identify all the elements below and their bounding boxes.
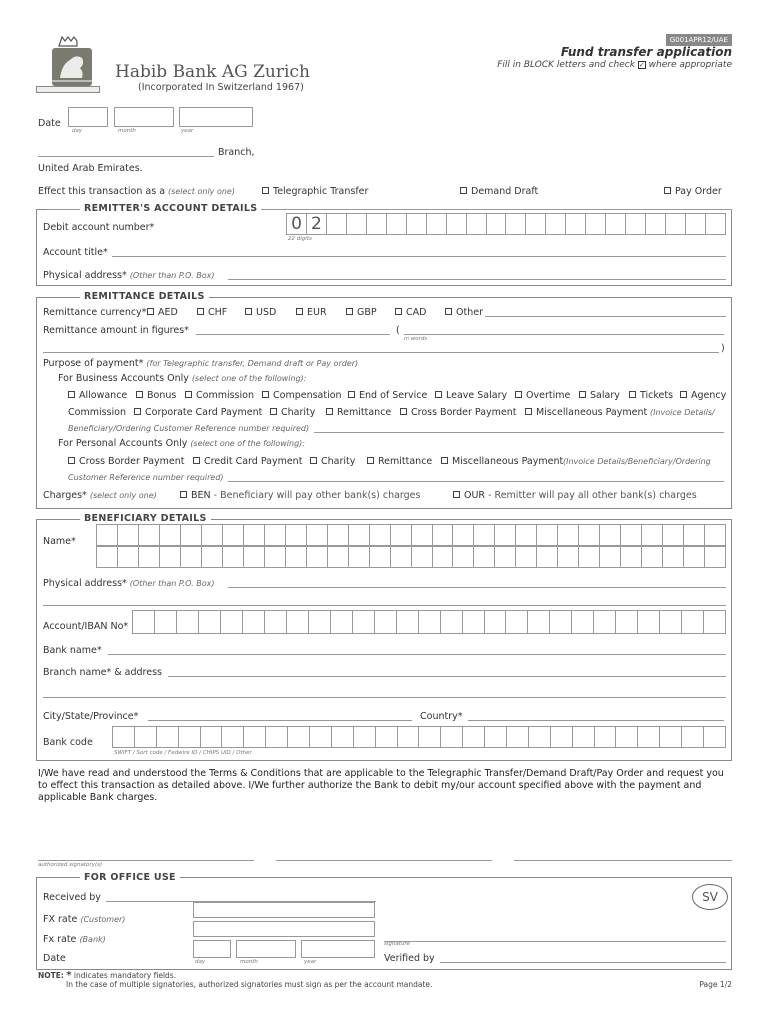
office-date-day[interactable] — [193, 940, 231, 958]
purpose-reference-hint: Beneficiary/Ordering Customer Reference number required) — [68, 424, 310, 433]
date-year-hint: year — [181, 128, 194, 134]
signature-line-2[interactable] — [276, 860, 492, 861]
digit-cell[interactable] — [545, 213, 565, 235]
checkbox-icon[interactable] — [441, 457, 448, 464]
checkbox-icon[interactable] — [296, 308, 303, 315]
date-month-hint: month — [118, 128, 136, 134]
business-accounts-label: For Business Accounts Only (select one of the following): — [58, 373, 307, 384]
beneficiary-address-input-2[interactable] — [43, 605, 726, 606]
amount-close-paren: ) — [721, 343, 725, 354]
office-year-hint: year — [304, 959, 317, 965]
amount-figures-input[interactable] — [196, 334, 390, 335]
personal-miscellaneous[interactable]: Miscellaneous Payment — [441, 456, 563, 467]
digit-cell[interactable] — [605, 213, 625, 235]
digit-cell[interactable] — [565, 213, 585, 235]
city-label: City/State/Province* — [43, 711, 139, 722]
checkbox-icon[interactable] — [460, 187, 467, 194]
purpose-cross-border[interactable]: Cross Border Payment — [400, 407, 517, 418]
in-words-hint: in words — [404, 336, 428, 342]
office-signature-hint: signature — [384, 941, 411, 947]
city-input[interactable] — [148, 720, 412, 721]
country-label: Country* — [420, 711, 463, 722]
digit-cell[interactable]: 2 — [306, 213, 326, 235]
account-title-input[interactable] — [112, 256, 726, 257]
digit-cell[interactable] — [326, 213, 346, 235]
purpose-agency[interactable]: Agency — [680, 390, 726, 401]
office-day-hint: day — [195, 959, 206, 965]
digit-cell[interactable] — [366, 213, 386, 235]
received-by-label: Received by — [43, 892, 101, 903]
purpose-agency-commission-cont: Commission — [68, 407, 126, 418]
office-date-label: Date — [43, 953, 66, 964]
fx-bank-label: Fx rate (Bank) — [43, 934, 106, 945]
signature-line-1[interactable] — [38, 860, 254, 861]
verified-by-input[interactable] — [440, 962, 726, 963]
bank-name-input[interactable] — [108, 654, 726, 655]
checkbox-icon[interactable] — [400, 408, 407, 415]
digit-cell[interactable]: 0 — [286, 213, 306, 235]
checkbox-icon[interactable] — [629, 391, 636, 398]
amount-label: Remittance amount in figures* — [43, 325, 189, 336]
branch-address-label: Branch name* & address — [43, 667, 162, 678]
digit-cell[interactable] — [705, 213, 726, 235]
incorporated-note: (Incorporated In Switzerland 1967) — [138, 82, 304, 93]
page-number: Page 1/2 — [699, 980, 732, 989]
personal-credit-card[interactable]: Credit Card Payment — [193, 456, 302, 467]
office-signature-input[interactable] — [384, 941, 726, 942]
account-title-label: Account title* — [43, 247, 108, 258]
purpose-reference-input[interactable] — [314, 432, 724, 433]
remittance-section-title: REMITTANCE DETAILS — [80, 291, 209, 302]
office-month-hint: month — [240, 959, 258, 965]
checkbox-icon[interactable] — [680, 391, 687, 398]
checkbox-icon[interactable] — [193, 457, 200, 464]
form-title: Fund transfer application — [560, 45, 732, 59]
purpose-commission[interactable]: Commission — [185, 390, 254, 401]
branch-address-input-2[interactable] — [43, 697, 726, 698]
sv-stamp: SV — [692, 884, 728, 910]
checkbox-icon[interactable] — [262, 391, 269, 398]
checkbox-icon[interactable] — [664, 187, 671, 194]
beneficiary-name-label: Name* — [43, 536, 76, 547]
date-month-box[interactable] — [114, 107, 174, 127]
beneficiary-section-title: BENEFICIARY DETAILS — [80, 513, 211, 524]
fx-customer-label: FX rate (Customer) — [43, 914, 126, 925]
purpose-leave-salary[interactable]: Leave Salary — [435, 390, 507, 401]
beneficiary-name-grid-row-2[interactable] — [96, 546, 726, 568]
purpose-overtime[interactable]: Overtime — [515, 390, 570, 401]
date-day-hint: day — [72, 128, 83, 134]
checkbox-icon[interactable] — [262, 187, 269, 194]
purpose-compensation[interactable]: Compensation — [262, 390, 342, 401]
currency-other-input[interactable] — [485, 316, 726, 317]
checkbox-icon[interactable] — [68, 391, 75, 398]
option-telegraphic-transfer[interactable]: Telegraphic Transfer — [262, 186, 368, 197]
bank-code-hint: SWIFT / Sort code / Fedwire ID / CHIPS UID / Other — [114, 750, 252, 756]
purpose-allowance[interactable]: Allowance — [68, 390, 127, 401]
checkbox-icon[interactable] — [310, 457, 317, 464]
bank-code-label: Bank code — [43, 737, 93, 748]
digit-cell[interactable] — [346, 213, 366, 235]
checkbox-icon[interactable] — [445, 308, 452, 315]
remitter-address-input[interactable] — [228, 279, 726, 280]
declaration-text: I/We have read and understood the Terms & Conditions that are applicable to the Telegraphic Transfer/Demand Draft/Pay Order and request you to effect this transaction as detailed above. I/We further authorize the Bank to debit my/our account specified above with the payment and applicable Bank charges. — [38, 768, 724, 803]
digit-cell[interactable] — [466, 213, 486, 235]
amount-words-input[interactable] — [404, 334, 724, 335]
personal-cross-border[interactable]: Cross Border Payment — [68, 456, 185, 467]
purpose-charity[interactable]: Charity — [270, 407, 315, 418]
office-date-year[interactable] — [301, 940, 375, 958]
fx-bank-input[interactable] — [193, 921, 375, 937]
debit-account-label: Debit account number* — [43, 222, 155, 233]
checkbox-icon[interactable] — [346, 308, 353, 315]
purpose-end-of-service[interactable]: End of Service — [348, 390, 427, 401]
purpose-label: Purpose of payment* (for Telegraphic transfer, Demand draft or Pay order) — [43, 358, 359, 369]
bank-name: Habib Bank AG Zurich — [115, 62, 310, 82]
digit-cell[interactable] — [685, 213, 705, 235]
office-date-month[interactable] — [236, 940, 296, 958]
bank-code-grid[interactable] — [112, 726, 726, 748]
digit-cell[interactable] — [426, 213, 446, 235]
checkbox-icon[interactable] — [579, 391, 586, 398]
signature-label: authorized signatory(s) — [38, 862, 103, 868]
currency-label: Remittance currency* — [43, 307, 147, 318]
beneficiary-name-grid-row-1[interactable] — [96, 524, 726, 546]
purpose-corporate-card[interactable]: Corporate Card Payment — [134, 407, 262, 418]
country-input[interactable] — [468, 720, 724, 721]
form-code: G001APR12/UAE — [666, 34, 732, 46]
remitter-section-title: REMITTER'S ACCOUNT DETAILS — [80, 203, 261, 214]
purpose-invoice-hint: (Invoice Details/ — [650, 408, 715, 417]
personal-remittance[interactable]: Remittance — [367, 456, 432, 467]
note-line-1: NOTE: * indicates mandatory fields. — [38, 970, 177, 981]
personal-reference-hint: Customer Reference number required) — [68, 473, 224, 482]
purpose-tickets[interactable]: Tickets — [629, 390, 673, 401]
checkbox-icon[interactable] — [245, 308, 252, 315]
date-label: Date — [38, 118, 61, 129]
logo-banner — [36, 86, 100, 93]
checkbox-icon[interactable] — [180, 491, 187, 498]
remitter-address-label: Physical address* (Other than P.O. Box) — [43, 270, 215, 281]
option-demand-draft[interactable]: Demand Draft — [460, 186, 538, 197]
checkbox-icon[interactable] — [395, 308, 402, 315]
digit-cell[interactable] — [446, 213, 466, 235]
digit-cell[interactable] — [386, 213, 406, 235]
purpose-salary[interactable]: Salary — [579, 390, 620, 401]
charges-our[interactable]: OUR - Remitter will pay all other bank(s) charges — [453, 490, 697, 501]
digit-cell[interactable] — [625, 213, 645, 235]
beneficiary-address-label: Physical address* (Other than P.O. Box) — [43, 578, 215, 589]
beneficiary-address-input[interactable] — [228, 587, 726, 588]
bank-name-label: Bank name* — [43, 645, 102, 656]
form-subtitle: Fill in BLOCK letters and check ✓ where appropriate — [497, 60, 732, 70]
personal-reference-input[interactable] — [228, 481, 724, 482]
purpose-bonus[interactable]: Bonus — [136, 390, 176, 401]
fx-customer-input[interactable] — [193, 902, 375, 918]
checkbox-icon[interactable] — [453, 491, 460, 498]
digit-cell[interactable] — [665, 213, 685, 235]
currency-other[interactable]: Other — [445, 307, 483, 318]
checkbox-icon[interactable] — [326, 408, 333, 415]
checkbox-icon[interactable] — [136, 391, 143, 398]
branch-country: United Arab Emirates. — [38, 163, 143, 174]
office-section-title: FOR OFFICE USE — [80, 872, 180, 883]
digits-hint: 22 digits — [288, 236, 312, 242]
iban-grid[interactable] — [132, 610, 726, 634]
digit-cell[interactable] — [406, 213, 426, 235]
personal-accounts-label: For Personal Accounts Only (select one of the following): — [58, 438, 305, 449]
debit-account-grid[interactable] — [286, 213, 726, 235]
digit-cell[interactable] — [525, 213, 545, 235]
amount-words-input-2[interactable] — [43, 352, 719, 353]
currency-usd[interactable]: USD — [245, 307, 276, 318]
checkbox-icon[interactable] — [270, 408, 277, 415]
checkbox-icon[interactable] — [348, 391, 355, 398]
checkbox-icon[interactable] — [185, 391, 192, 398]
purpose-miscellaneous[interactable]: Miscellaneous Payment — [525, 407, 647, 418]
branch-address-input[interactable] — [168, 676, 726, 677]
transaction-label: Effect this transaction as a (select only one) — [38, 186, 235, 197]
charges-ben[interactable]: BEN - Beneficiary will pay other bank(s) charges — [180, 490, 420, 501]
personal-charity[interactable]: Charity — [310, 456, 355, 467]
checkbox-icon[interactable] — [515, 391, 522, 398]
digit-cell[interactable] — [486, 213, 506, 235]
checkbox-icon[interactable] — [68, 457, 75, 464]
checkbox-icon[interactable] — [525, 408, 532, 415]
personal-invoice-hint: (Invoice Details/Beneficiary/Ordering — [563, 457, 711, 466]
digit-cell[interactable] — [645, 213, 665, 235]
date-year-box[interactable] — [179, 107, 253, 127]
currency-cad[interactable]: CAD — [395, 307, 426, 318]
checkbox-icon[interactable] — [435, 391, 442, 398]
checkbox-icon[interactable] — [134, 408, 141, 415]
amount-open-paren: ( — [396, 325, 400, 336]
date-day-box[interactable] — [68, 107, 108, 127]
iban-label: Account/IBAN No* — [43, 621, 129, 632]
currency-gbp[interactable]: GBP — [346, 307, 377, 318]
digit-cell[interactable] — [505, 213, 525, 235]
branch-label: Branch, — [218, 147, 255, 158]
purpose-remittance[interactable]: Remittance — [326, 407, 391, 418]
charges-label: Charges* (select only one) — [43, 490, 157, 501]
bank-logo — [38, 34, 96, 92]
checkbox-icon[interactable] — [367, 457, 374, 464]
currency-chf[interactable]: CHF — [197, 307, 227, 318]
currency-eur[interactable]: EUR — [296, 307, 327, 318]
branch-input-line[interactable] — [38, 156, 214, 157]
checkbox-icon[interactable] — [197, 308, 204, 315]
note-line-2: In the case of multiple signatories, authorized signatories must sign as per the account mandate. — [66, 980, 433, 989]
verified-by-label: Verified by — [384, 953, 435, 964]
digit-cell[interactable] — [585, 213, 605, 235]
signature-line-3[interactable] — [514, 860, 732, 861]
checkbox-icon[interactable] — [147, 308, 154, 315]
option-pay-order[interactable]: Pay Order — [664, 186, 722, 197]
checkmark-icon: ✓ — [638, 61, 645, 69]
currency-aed[interactable]: AED — [147, 307, 178, 318]
